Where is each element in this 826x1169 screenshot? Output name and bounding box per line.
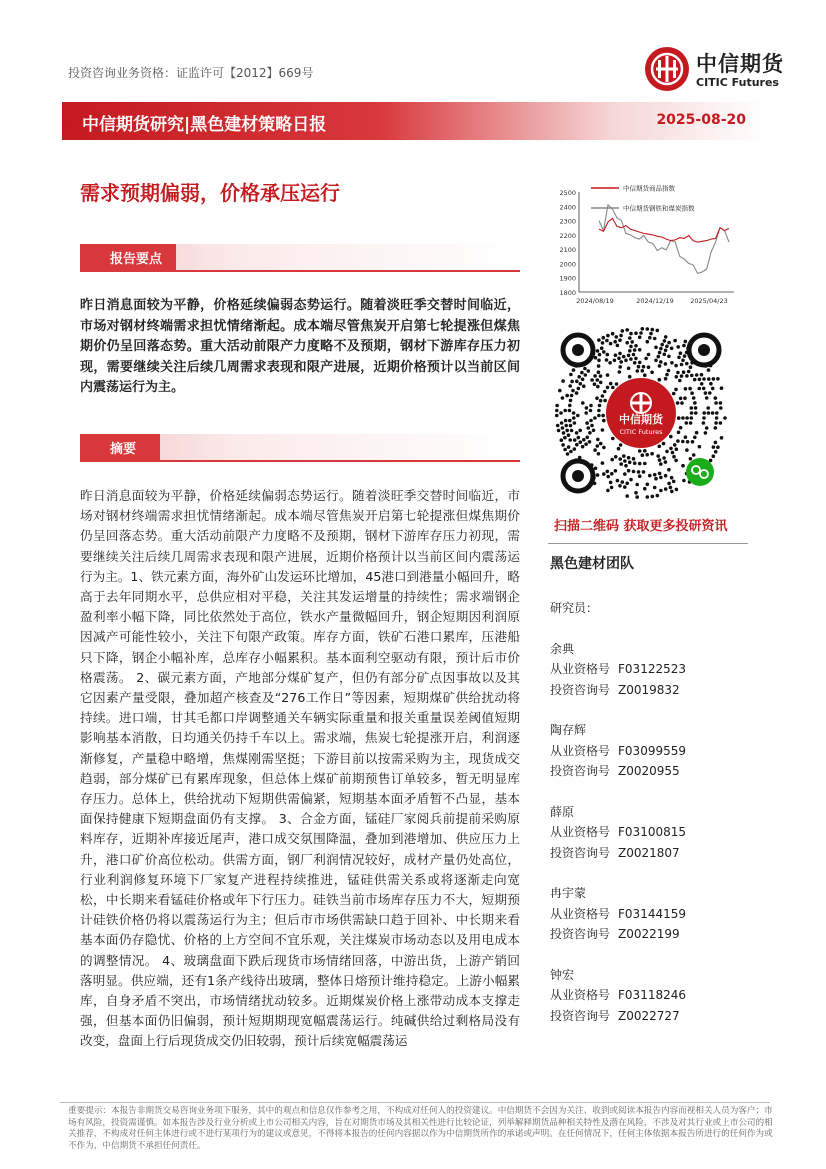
qualification-label: 从业资格号 — [550, 825, 611, 839]
researcher-qualification — [550, 741, 686, 762]
summary-text: 昨日消息面较为平静，价格延续偏弱态势运行。随着淡旺季交替时间临近，市场对钢材终端需求担忧情绪渐起。成本端尽管焦炭开启第七轮提涨但煤焦期价仍呈回落态势。重大活动前限产力度略不及预期，钢材下游库存压力初现，需要继续关注后续几周需求表现和限产进展，近期价格预计以当前区间内震荡运行为主。1、铁元素方面，海外矿山发运环比增加，45港口到港量小幅回升，略高于去年同期水平，总供应相对平稳，关注其发运增量的持续性；需求端钢企盈利率小幅下降，同比依然处于高位，铁水产量微幅回升，钢企短期因利润原因减产可能性较小，关注下旬限产政策。库存方面，铁矿石港口累库，压港船只下降，钢企小幅补库，总库存小幅累积。基本面利空驱动有限，预计后市价格震荡。 2、碳元素方面，产地部分煤矿复产，但仍有部分矿点因事故以及其它因素产量受限，叠加超产核查及“276工作日”等因素，短期煤矿供给扰动将持续。进口端，甘其毛都口岸调整通关车辆实际重量和报关重量误差阈值短期影响基本消散，日均通关仍持千车以上。需求端，焦炭七轮提涨开启，利润逐渐修复，产量稳中略增，焦煤刚需坚挺；下游目前以按需采购为主，现货成交趋弱，部分煤矿已有累库现象，但总体上煤矿前期预售订单较多，暂无明显库存压力。总体上，供给扰动下短期供需偏紧，短期基本面矛盾暂不凸显，基本面保持健康下短期盘面仍有支撑。 3、合金方面，锰硅厂家阅兵前提前采购原料库存，近期补库接近尾声，港口成交氛围降温，叠加到港增加、供应压力上升，港口矿价高位松动。供需方面，钢厂利润情况较好，成材产量仍处高位，行业利润修复环境下厂家复产进程持续推进，锰硅供需关系或将逐渐走向宽松，中长期来看锰硅价格或年下行压力。硅铁当前市场库存压力不大，短期预计硅铁价格仍将以震荡运行为主；但后市市场供需缺口趋于回补、中长期来看基本面仍存隐忧、价格的上方空间不宜乐观，关注煤炭市场动态以及用电成本的调整情况。 4、玻璃盘面下跌后现货市场情绪回落，中游出货，上游产销回落明显。供应端，还有1条产线待出玻璃，整体日熔预计维持稳定。上游小幅累库，自身矛盾不突出，市场情绪扰动较多。近期煤炭价格上涨带动成本支撑走强，但基本面仍旧偏弱，预计短期期现宽幅震荡运行。纯碱供给过剩格局没有改变，盘面上行后现货成交仍旧较弱，预计后续宽幅震荡运 — [80, 488, 520, 1049]
key-points-divider — [80, 270, 520, 272]
scan-qr-text: 扫描二维码 获取更多投研资讯 — [554, 519, 728, 534]
researcher-name: 钟宏 — [550, 967, 575, 982]
consult-label: 投资咨询号 — [550, 927, 611, 941]
report-date: 2025-08-20 — [656, 112, 746, 128]
summary-label: 摘要 — [110, 442, 137, 457]
key-points-label: 报告要点 — [110, 252, 163, 267]
researcher-name: 薛原 — [550, 804, 575, 819]
report-banner — [62, 102, 766, 140]
qr-center-en: CITIC Futures — [619, 428, 663, 436]
series-line — [599, 218, 729, 242]
y-tick-label: 2000 — [559, 260, 576, 269]
y-tick-label: 2300 — [559, 217, 576, 226]
researcher-consult — [550, 924, 686, 945]
qualification-number: F03118246 — [618, 988, 686, 1002]
x-tick-label: 2024/08/19 — [576, 297, 614, 305]
consult-number: Z0022199 — [618, 927, 680, 941]
qualification-label: 从业资格号 — [550, 662, 611, 676]
x-tick-label: 2025/04/23 — [690, 297, 728, 305]
researcher-entry — [550, 965, 686, 1027]
y-tick-label: 1900 — [559, 274, 576, 283]
legend-label: 中信期货商品指数 — [623, 184, 675, 193]
summary-header — [80, 434, 520, 460]
consult-label: 投资咨询号 — [550, 764, 611, 778]
consult-label: 投资咨询号 — [550, 1008, 611, 1023]
researcher-name: 冉宇蒙 — [550, 886, 587, 900]
y-tick-label: 2400 — [559, 203, 576, 212]
researchers-label: 研究员： — [550, 601, 599, 615]
disclaimer-text: 重要提示：本报告非期货交易咨询业务项下服务，其中的观点和信息仅作参考之用，不构成对任何人的投资建议。中信期货不会因为关注、收到或阅读本报告内容而视相关人员为客户；市场有风险，投资需谨慎。如本报告涉及行业分析或上市公司相关内容，旨在对期货市场及其相关性进行比较论证，列举解释期货品种相关特性及潜在风险，不涉及对其行业或上市公司的相关推荐，不构成对任何主体进行或不进行某项行为的建议或意见，不得将本报告的任何内容据以作为中信期货所作的承诺或声明。在任何情况下，任何主体依据本报告所进行的任何作为或不作为，中信期货不承担任何责任。 — [68, 1106, 773, 1151]
key-points-text: 昨日消息面较为平静，价格延续偏弱态势运行。随着淡旺季交替时间临近，市场对钢材终端需求担忧情绪渐起。成本端尽管焦炭开启第七轮提涨但煤焦期价仍呈回落态势。重大活动前限产力度略不及预期，钢材下游库存压力初现，需要继续关注后续几周需求表现和限产进展，近期价格预计以当前区间内震荡运行为主。 — [80, 298, 520, 396]
researcher-consult — [550, 761, 686, 782]
consult-number: Z0021807 — [618, 845, 680, 860]
researcher-name: 陶存辉 — [550, 723, 587, 737]
consult-label: 投资咨询号 — [550, 682, 611, 697]
researcher-name: 余典 — [550, 641, 575, 656]
qualification-number: F03144159 — [618, 906, 686, 921]
y-tick-label: 2100 — [559, 246, 576, 255]
researcher-entry — [550, 883, 686, 945]
logo-cn-text: 中信期货 — [696, 52, 784, 76]
qualification-number: F03100815 — [618, 825, 686, 839]
consult-number: Z0019832 — [618, 682, 680, 697]
summary-divider — [80, 460, 520, 462]
footer-divider — [60, 1102, 770, 1103]
researcher-consult — [550, 1006, 686, 1027]
researcher-entry — [550, 720, 686, 782]
legend-label: 中信期货钢铁和煤炭指数 — [623, 204, 695, 213]
company-logo — [644, 44, 804, 96]
qr-code[interactable] — [550, 322, 732, 504]
report-headline: 需求预期偏弱，价格承压运行 — [80, 181, 340, 205]
key-points-header — [80, 244, 520, 270]
y-tick-label: 2500 — [559, 189, 576, 197]
y-tick-label: 1800 — [559, 289, 576, 297]
team-title: 黑色建材团队 — [550, 556, 634, 572]
y-tick-label: 2200 — [559, 231, 576, 240]
license-text: 投资咨询业务资格：证监许可【2012】669号 — [68, 66, 314, 80]
citic-logo-icon — [644, 46, 690, 92]
researcher-qualification — [550, 904, 686, 925]
researcher-list — [550, 598, 686, 1026]
index-line-chart — [549, 180, 739, 310]
consult-label: 投资咨询号 — [550, 845, 611, 860]
qualification-label: 从业资格号 — [550, 988, 611, 1002]
consult-number: Z0020955 — [618, 764, 680, 778]
researcher-qualification — [550, 659, 686, 680]
team-divider — [548, 543, 748, 544]
qualification-number: F03099559 — [618, 743, 686, 758]
researcher-consult — [550, 843, 686, 864]
consult-number: Z0022727 — [618, 1008, 680, 1023]
researcher-entry — [550, 639, 686, 701]
logo-en-text: CITIC Futures — [696, 76, 779, 89]
researcher-qualification — [550, 985, 686, 1006]
researcher-qualification — [550, 822, 686, 843]
qualification-number: F03122523 — [618, 662, 686, 676]
qr-center-cn: 中信期货 — [619, 413, 663, 426]
x-tick-label: 2024/12/19 — [636, 297, 674, 305]
researcher-entry — [550, 802, 686, 864]
researcher-consult — [550, 680, 686, 701]
qualification-label: 从业资格号 — [550, 743, 611, 758]
report-series-title: 中信期货研究|黑色建材策略日报 — [82, 115, 327, 135]
qualification-label: 从业资格号 — [550, 906, 611, 921]
